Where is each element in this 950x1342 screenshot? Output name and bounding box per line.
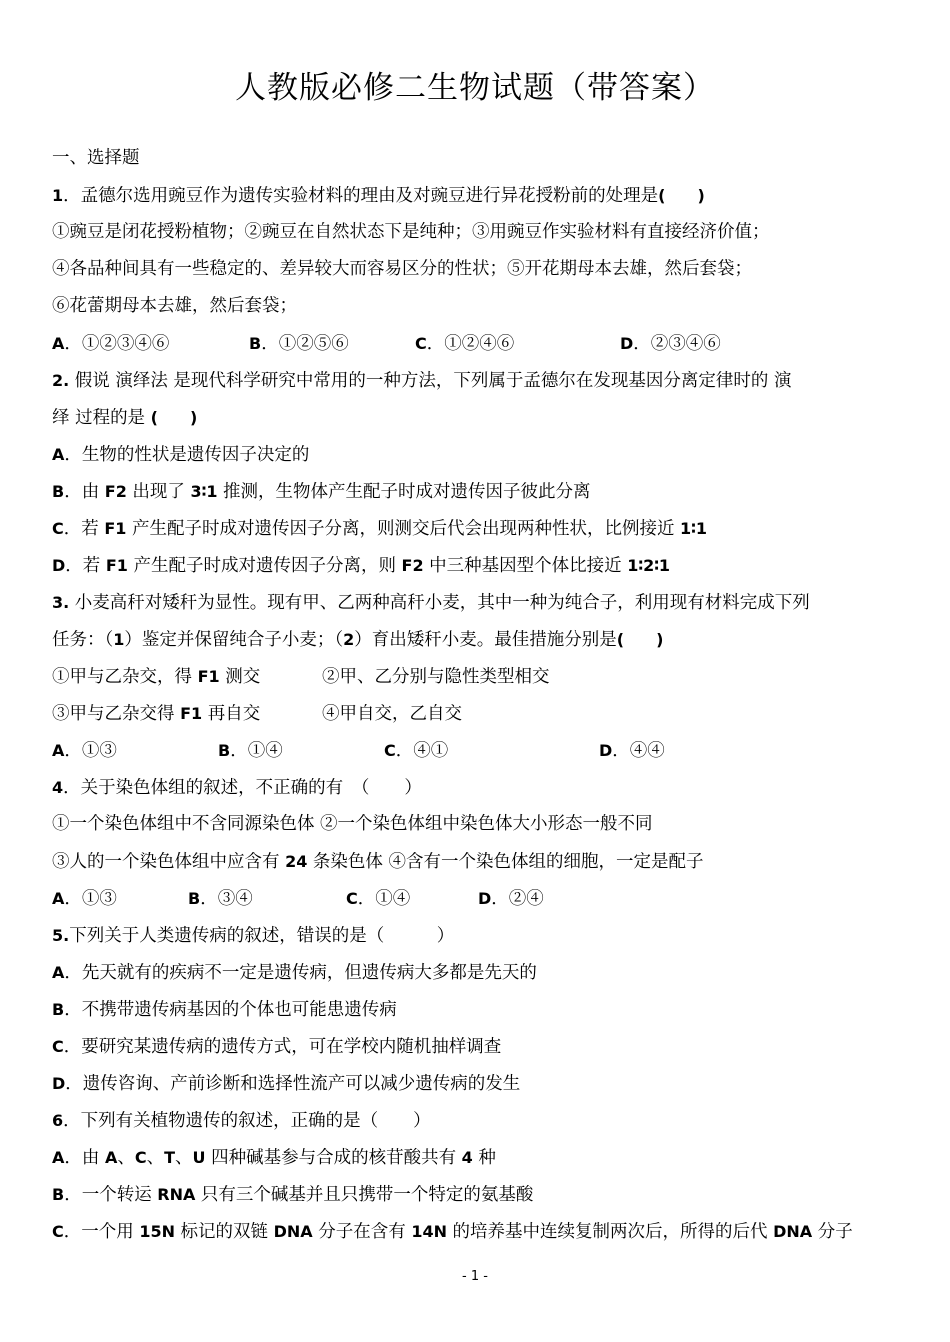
q6-option-a: A．由 A、C、T、U 四种碱基参与合成的核苷酸共有 4 种: [52, 1148, 496, 1168]
q4-option-a: A．①③: [52, 889, 117, 909]
q3-options: [52, 732, 902, 769]
q5-option-a: A．先天就有的疾病不一定是遗传病，但遗传病大多都是先天的: [52, 963, 537, 983]
q3-stem-1: 3. 小麦高秆对矮秆为显性。现有甲、乙两种高秆小麦，其中一种为纯合子，利用现有材料完成下列: [52, 593, 810, 613]
q4-stem: 4．关于染色体组的叙述，不正确的有 （ ）: [52, 778, 422, 798]
q4-options: [52, 880, 902, 917]
q4-line-2: ③人的一个染色体组中应含有 24 条染色体 ④含有一个染色体组的细胞，一定是配子: [52, 852, 704, 872]
q3-stem-2: 任务：（1）鉴定并保留纯合子小麦；（2）育出矮秆小麦。最佳措施分别是( ): [52, 630, 664, 650]
q2-stem-1: 2. 假说 演绎法 是现代科学研究中常用的一种方法，下列属于孟德尔在发现基因分离定律时的 演: [52, 371, 792, 391]
q3-option-d: D．④④: [599, 741, 665, 761]
q1-options: [52, 325, 902, 362]
q1-line-2: ④各品种间具有一些稳定的、差异较大而容易区分的性状；⑤开花期母本去雄，然后套袋；: [52, 259, 752, 279]
q4-option-b: B．③④: [188, 889, 253, 909]
q3-option-c: C．④①: [384, 741, 449, 761]
q1-number: 1: [52, 186, 64, 205]
q3-option-b: B．①④: [218, 741, 283, 761]
q3-line-1: ①甲与乙杂交，得 F1 测交 ②甲、乙分别与隐性类型相交: [52, 667, 550, 687]
q1-option-d: D．②③④⑥: [620, 334, 721, 354]
q2-option-c: C．若 F1 产生配子时成对遗传因子分离，则测交后代会出现两种性状，比例接近 1∶1: [52, 519, 707, 539]
q5-option-d: D．遗传咨询、产前诊断和选择性流产可以减少遗传病的发生: [52, 1074, 521, 1094]
q1-line-3: ⑥花蕾期母本去雄，然后套袋；: [52, 296, 297, 316]
q6-option-b: B．一个转运 RNA 只有三个碱基并且只携带一个特定的氨基酸: [52, 1185, 534, 1205]
q4-option-d: D．②④: [478, 889, 544, 909]
q5-option-c: C．要研究某遗传病的遗传方式，可在学校内随机抽样调查: [52, 1037, 502, 1057]
page-number: - 1 -: [462, 1269, 488, 1284]
q1-line-1: ①豌豆是闭花授粉植物；②豌豆在自然状态下是纯种；③用豌豆作实验材料有直接经济价值；: [52, 222, 770, 242]
q2-stem-2: 绎 过程的是 ( ): [52, 408, 198, 428]
q3-line-2: ③甲与乙杂交得 F1 再自交 ④甲自交，乙自交: [52, 704, 462, 724]
q5-stem: 5.下列关于人类遗传病的叙述，错误的是（ ）: [52, 926, 455, 946]
q1-option-c: C．①②④⑥: [415, 334, 515, 354]
q1-option-a: A．①②③④⑥: [52, 334, 170, 354]
q6-stem: 6．下列有关植物遗传的叙述，正确的是（ ）: [52, 1111, 431, 1131]
q2-option-d: D．若 F1 产生配子时成对遗传因子分离，则 F2 中三种基因型个体比接近 1∶2∶1: [52, 556, 671, 576]
question-body: [52, 140, 902, 1250]
q2-option-a: A．生物的性状是遗传因子决定的: [52, 445, 310, 465]
document-title: 人教版必修二生物试题（带答案）: [235, 70, 715, 106]
q4-option-c: C．①④: [346, 889, 411, 909]
q1-option-b: B．①②⑤⑥: [249, 334, 349, 354]
q6-option-c: C．一个用 15N 标记的双链 DNA 分子在含有 14N 的培养基中连续复制两次后，所得的后代 DNA 分子: [52, 1222, 853, 1242]
q2-option-b: B．由 F2 出现了 3∶1 推测，生物体产生配子时成对遗传因子彼此分离: [52, 482, 591, 502]
q5-option-b: B．不携带遗传病基因的个体也可能患遗传病: [52, 1000, 397, 1020]
q3-option-a: A．①③: [52, 741, 117, 761]
q1-stem: 1．孟德尔选用豌豆作为遗传实验材料的理由及对豌豆进行异花授粉前的处理是( ): [52, 186, 705, 206]
section-heading: 一、选择题: [52, 148, 140, 168]
q4-line-1: ①一个染色体组中不含同源染色体 ②一个染色体组中染色体大小形态一般不同: [52, 814, 653, 834]
